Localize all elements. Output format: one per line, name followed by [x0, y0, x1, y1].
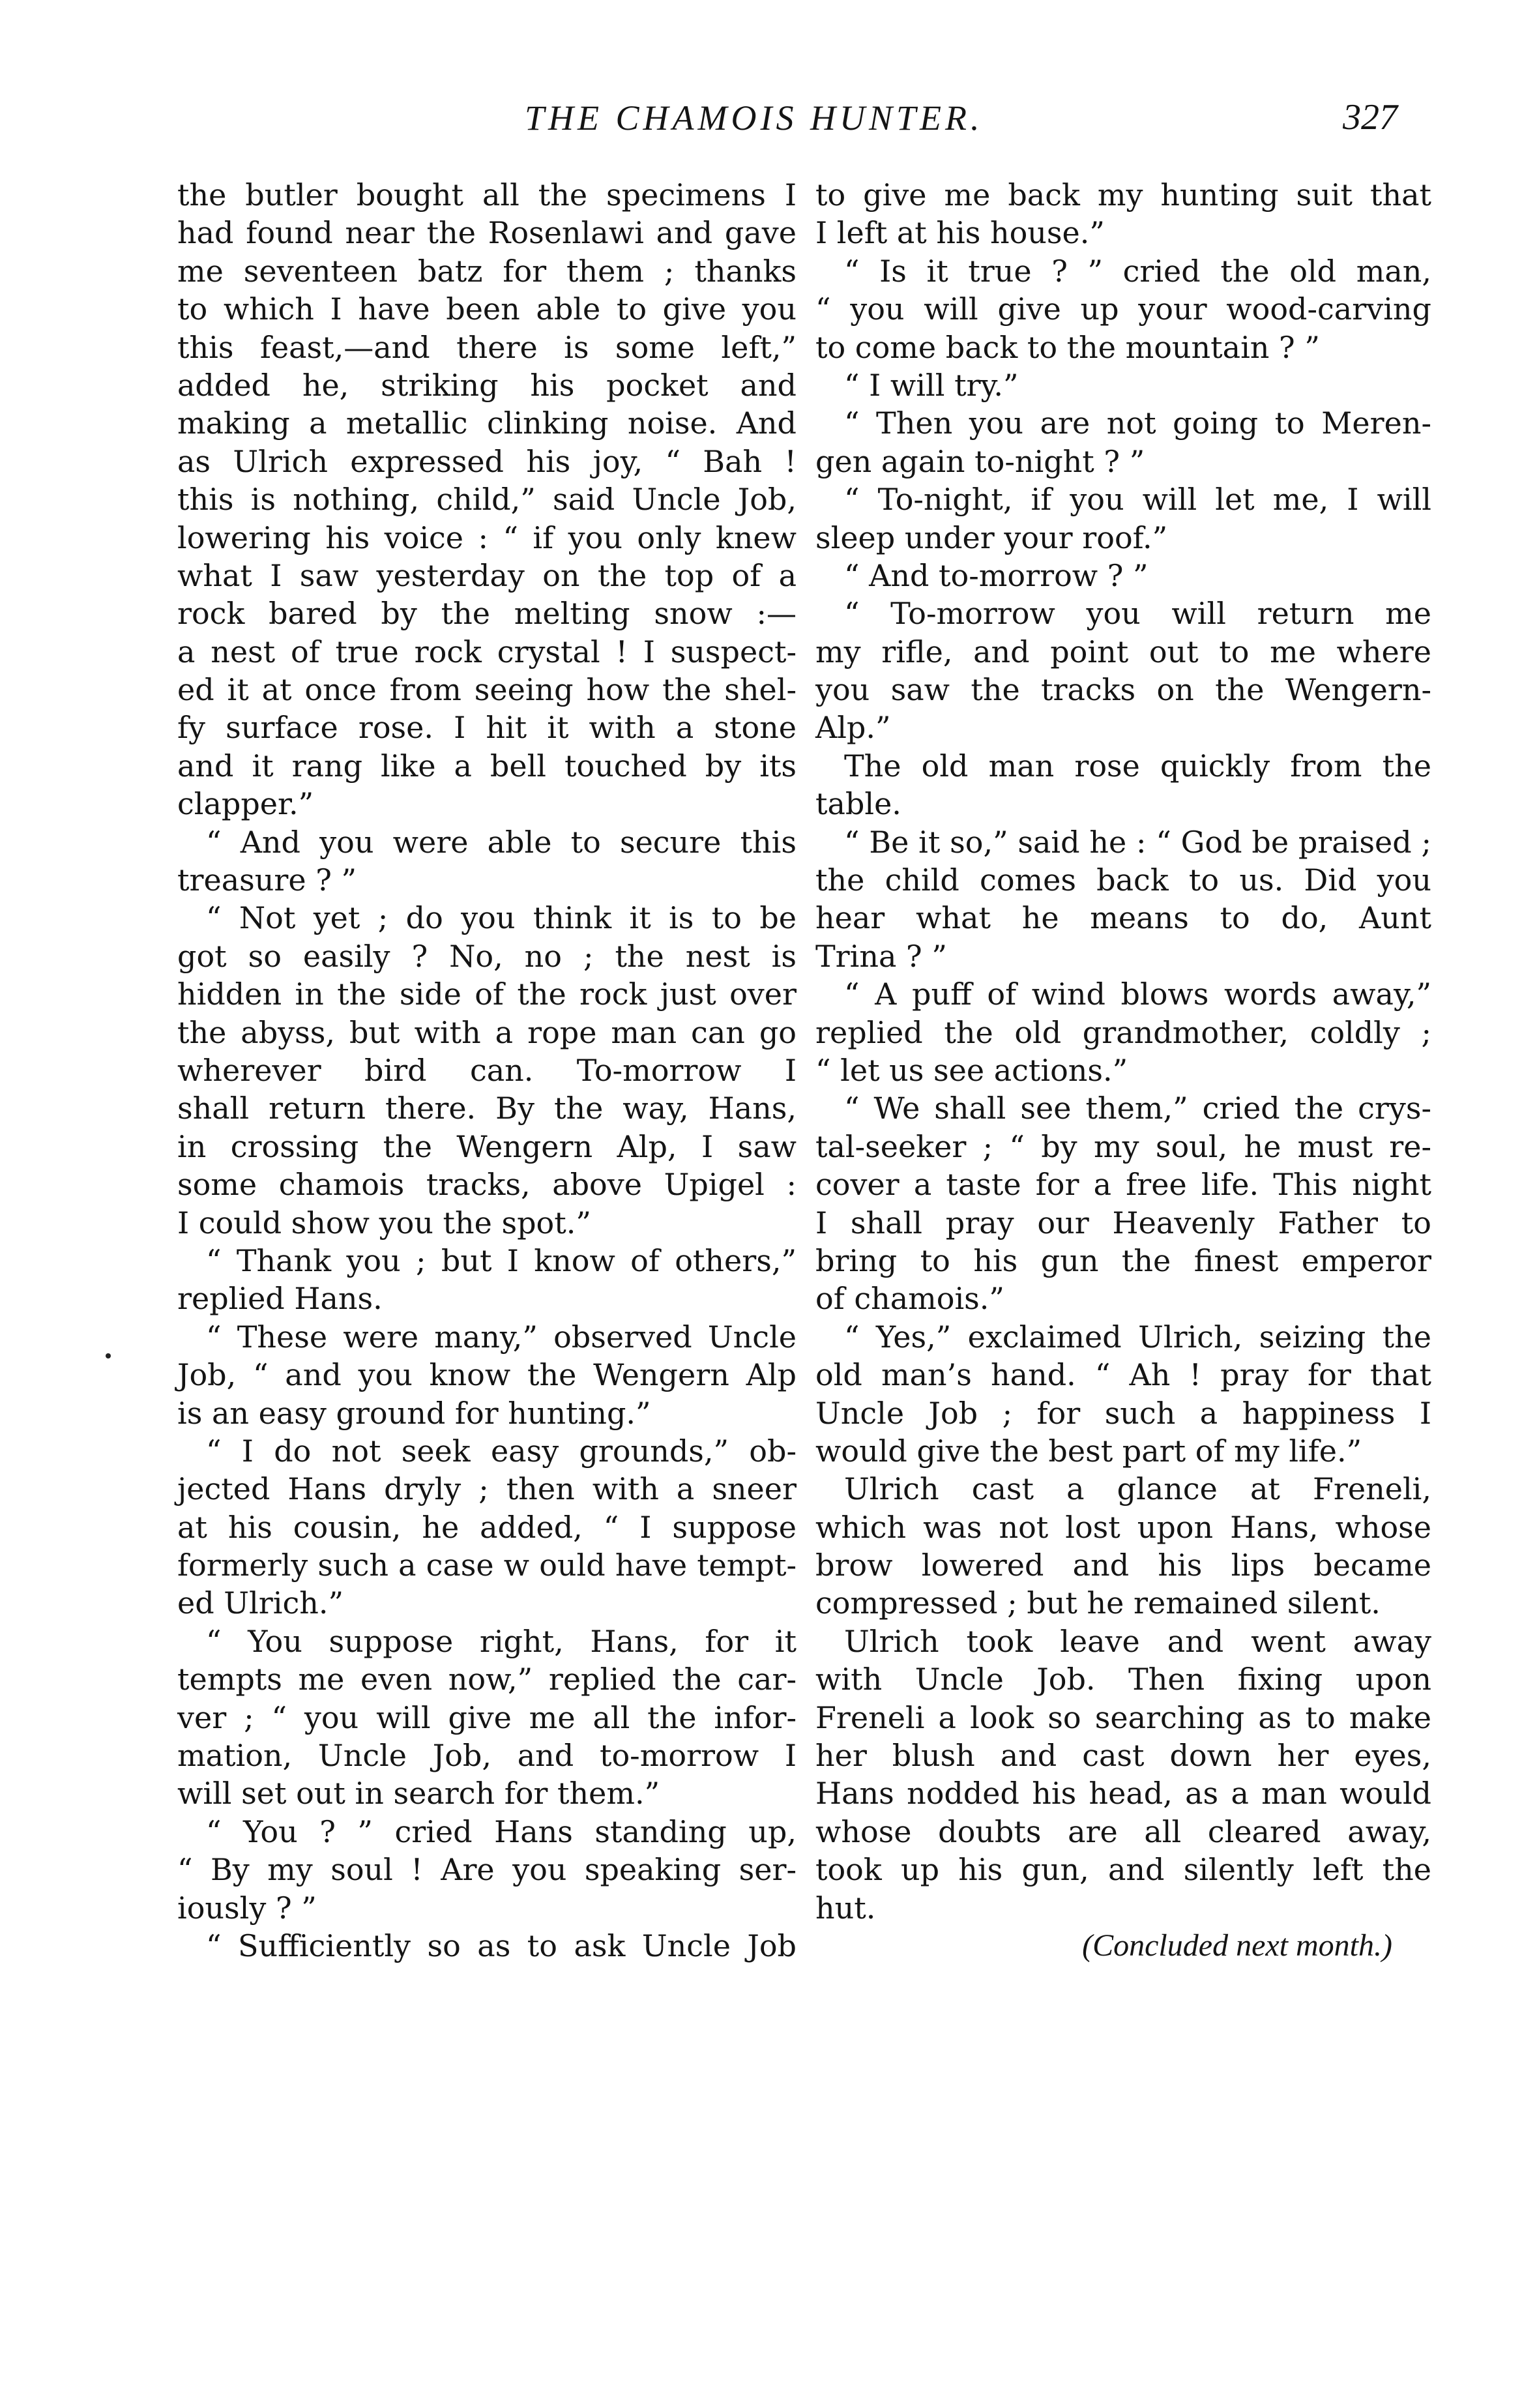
text-line: Freneli a look so searching as to make [815, 1699, 1431, 1735]
text-line: to come back to the mountain ? ” [815, 329, 1320, 365]
text-line: gen again to-night ? ” [815, 443, 1145, 479]
text-line: Hans nodded his head, as a man would [815, 1776, 1431, 1812]
text-line: some chamois tracks, above Upigel : [177, 1167, 797, 1203]
text-line: to which I have been able to give you [177, 291, 797, 327]
text-line: “ And you were able to secure this [206, 824, 797, 860]
text-line: Ulrich took leave and went away [844, 1623, 1431, 1659]
text-line: I could show you the spot.” [177, 1205, 591, 1241]
text-line: a nest of true rock crystal ! I suspect- [177, 634, 797, 669]
text-line: clapper.” [177, 786, 314, 822]
text-line: my rifle, and point out to me where [815, 634, 1431, 669]
text-line: fy surface rose. I hit it with a stone [177, 710, 797, 746]
text-line: “ I do not seek easy grounds,” ob- [206, 1433, 797, 1469]
text-line: added he, striking his pocket and [177, 367, 797, 403]
page-number: 327 [1343, 97, 1398, 138]
text-line: Job, “ and you know the Wengern Alp [177, 1357, 797, 1393]
left-column [177, 176, 797, 1965]
text-line: “ A puff of wind blows words away,” [844, 976, 1431, 1012]
text-line: took up his gun, and silently left the [815, 1852, 1431, 1888]
text-line: in crossing the Wengern Alp, I saw [177, 1128, 797, 1164]
text-line: which was not lost upon Hans, whose [815, 1509, 1431, 1545]
text-line: “ Thank you ; but I know of others,” [206, 1242, 797, 1278]
text-line: ver ; “ you will give me all the infor- [177, 1699, 797, 1735]
text-line: wherever bird can. To-morrow I [177, 1052, 797, 1088]
text-line: this feast,—and there is some left,” [177, 329, 797, 365]
text-line: as Ulrich expressed his joy, “ Bah ! [177, 443, 797, 479]
text-line: ed Ulrich.” [177, 1585, 344, 1621]
text-line: “ I will try.” [844, 367, 1019, 403]
text-line: the abyss, but with a rope man can go [177, 1014, 797, 1050]
text-line: you saw the tracks on the Wengern- [815, 672, 1431, 708]
text-line: got so easily ? No, no ; the nest is [177, 938, 797, 974]
text-line: mation, Uncle Job, and to-morrow I [177, 1738, 797, 1774]
text-line: “ And to-morrow ? ” [844, 557, 1149, 593]
text-line: replied Hans. [177, 1281, 383, 1317]
text-line: sleep under your roof.” [815, 520, 1168, 555]
text-line: to give me back my hunting suit that [815, 177, 1431, 213]
text-line: iously ? ” [177, 1890, 317, 1926]
text-line: will set out in search for them.” [177, 1776, 660, 1812]
text-line: “ To-morrow you will return me [844, 596, 1431, 632]
text-line: “ let us see actions.” [815, 1052, 1128, 1088]
text-line: is an easy ground for hunting.” [177, 1395, 651, 1431]
text-line: “ Sufficiently so as to ask Uncle Job [206, 1928, 797, 1963]
text-line: replied the old grandmother, coldly ; [815, 1014, 1431, 1050]
text-line: “ Yes,” exclaimed Ulrich, seizing the [844, 1319, 1431, 1355]
text-line: at his cousin, he added, “ I suppose [177, 1509, 797, 1545]
text-line: brow lowered and his lips became [815, 1548, 1431, 1583]
right-column [815, 176, 1431, 1965]
text-line: “ By my soul ! Are you speaking ser- [177, 1852, 797, 1888]
text-line: I shall pray our Heavenly Father to [815, 1205, 1431, 1241]
text-line: old man’s hand. “ Ah ! pray for that [815, 1357, 1431, 1393]
text-line: Ulrich cast a glance at Freneli, [844, 1471, 1431, 1507]
text-line: hut. [815, 1890, 876, 1926]
text-line: hear what he means to do, Aunt [815, 900, 1431, 936]
text-line: Trina ? ” [815, 938, 947, 974]
text-line: “ Then you are not going to Meren- [844, 405, 1431, 441]
text-line: “ Not yet ; do you think it is to be [206, 900, 797, 936]
text-line: me seventeen batz for them ; thanks [177, 253, 797, 289]
text-line: cover a taste for a free life. This night [815, 1167, 1431, 1203]
text-line: would give the best part of my life.” [815, 1433, 1362, 1469]
text-line: “ To-night, if you will let me, I will [844, 482, 1431, 518]
running-title: THE CHAMOIS HUNTER. [525, 98, 984, 138]
text-line: had found near the Rosenlawi and gave [177, 215, 797, 251]
text-line: formerly such a case w ould have tempt- [177, 1548, 797, 1583]
text-line: treasure ? ” [177, 862, 357, 898]
text-line: the butler bought all the specimens I [177, 177, 797, 213]
text-line: “ You ? ” cried Hans standing up, [206, 1813, 797, 1849]
text-line: I left at his house.” [815, 215, 1105, 251]
text-line: “ Be it so,” said he : “ God be praised ; [844, 824, 1431, 860]
text-line: “ We shall see them,” cried the crys- [844, 1091, 1431, 1126]
text-line: tal-seeker ; “ by my soul, he must re- [815, 1128, 1431, 1164]
text-line: jected Hans dryly ; then with a sneer [177, 1471, 797, 1507]
text-line: with Uncle Job. Then fixing upon [815, 1662, 1431, 1697]
text-line: “ These were many,” observed Uncle [206, 1319, 797, 1355]
text-line: table. [815, 786, 901, 822]
text-line: bring to his gun the finest emperor [815, 1242, 1431, 1278]
text-line: “ Is it true ? ” cried the old man, [844, 253, 1431, 289]
text-line: this is nothing, child,” said Uncle Job, [177, 482, 797, 518]
text-line: “ You suppose right, Hans, for it [206, 1623, 797, 1659]
text-line: what I saw yesterday on the top of a [177, 557, 797, 593]
text-line: “ you will give up your wood-carving [815, 291, 1431, 327]
text-line: and it rang like a bell touched by its [177, 748, 797, 784]
text-line: the child comes back to us. Did you [815, 862, 1431, 898]
continuation-note: (Concluded next month.) [1082, 1928, 1392, 1963]
text-line: The old man rose quickly from the [844, 748, 1431, 784]
text-line: rock bared by the melting snow :— [177, 596, 797, 632]
text-line: lowering his voice : “ if you only knew [177, 520, 797, 555]
text-line: shall return there. By the way, Hans, [177, 1091, 797, 1126]
stray-ink-mark [106, 1353, 111, 1358]
text-line: of chamois.” [815, 1281, 1004, 1317]
text-line: ed it at once from seeing how the shel- [177, 672, 797, 708]
text-line: making a metallic clinking noise. And [177, 405, 797, 441]
text-line: hidden in the side of the rock just over [177, 976, 797, 1012]
text-line: tempts me even now,” replied the car- [177, 1662, 797, 1697]
text-line: compressed ; but he remained silent. [815, 1585, 1381, 1621]
text-line: Uncle Job ; for such a happiness I [815, 1395, 1431, 1431]
text-line: Alp.” [815, 710, 891, 746]
text-line: her blush and cast down her eyes, [815, 1738, 1431, 1774]
text-line: whose doubts are all cleared away, [815, 1813, 1431, 1849]
